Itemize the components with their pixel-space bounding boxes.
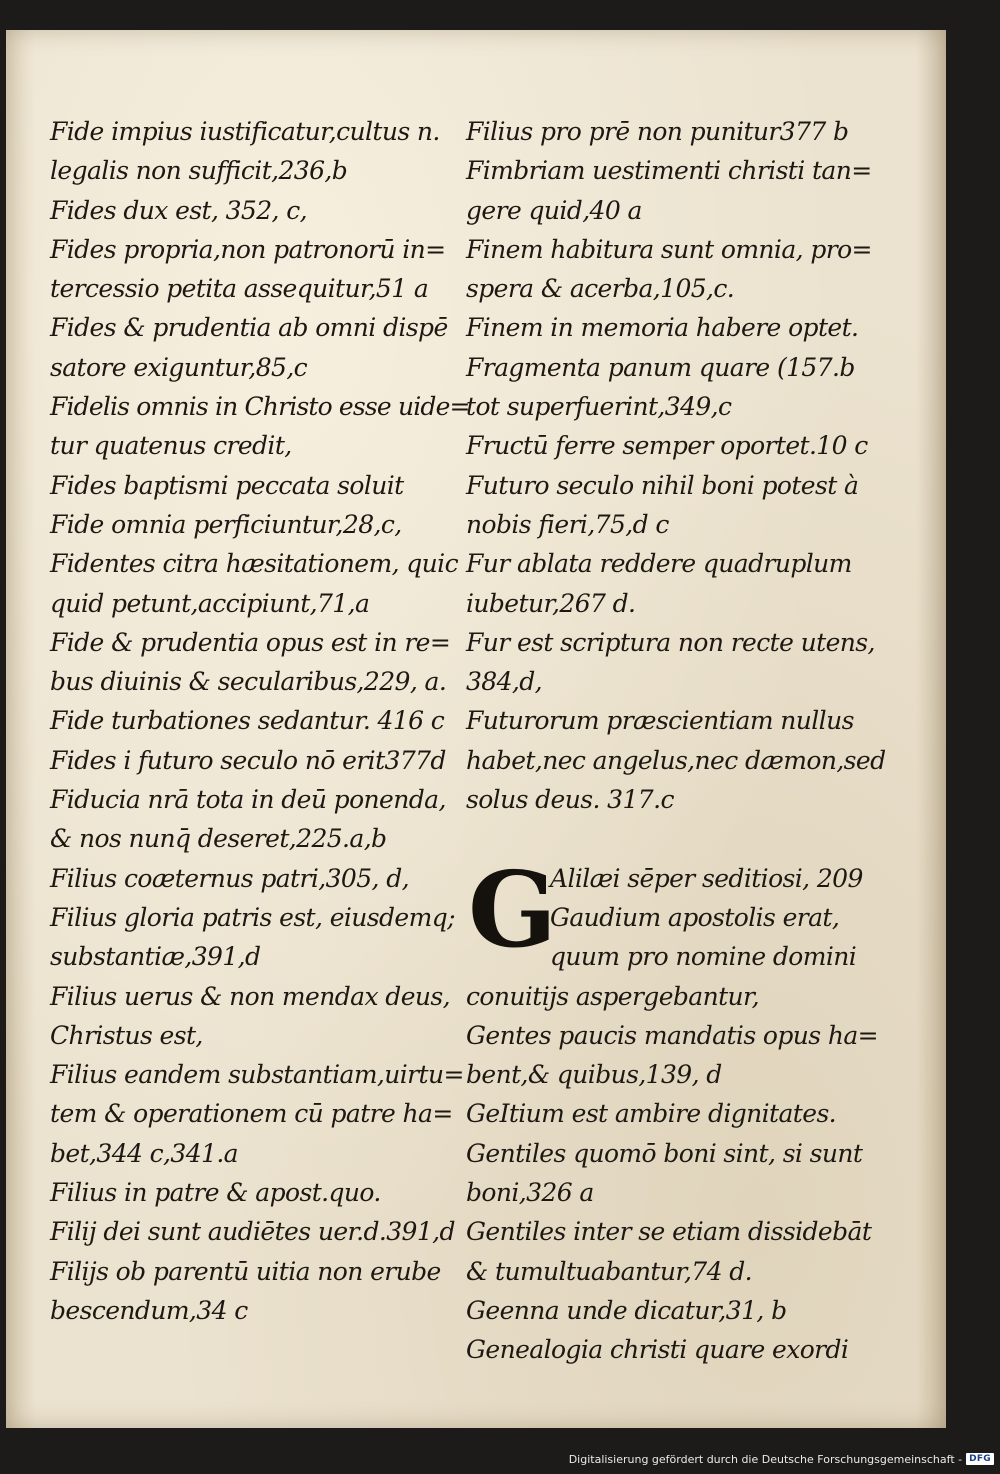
index-entry-line: Filius eandem substantiam,uirtu= (50, 1060, 464, 1090)
index-entry-line: Fides dux est, 352, c, (50, 195, 307, 225)
index-entry-line: GeItium est ambire dignitates. (466, 1099, 837, 1129)
index-entry-line: Gaudium apostolis erat, (550, 902, 840, 932)
index-entry-line: & tumultuabantur,74 d. (466, 1256, 753, 1286)
index-entry-line: Fide impius iustificatur,cultus n. (50, 117, 440, 146)
index-entry-line: Fidentes citra hæsitationem, quic (50, 549, 458, 579)
index-entry-line: bent,& quibus,139, d (466, 1060, 722, 1090)
index-entry-line: bus diuinis & secularibus,229, a. (50, 667, 447, 697)
index-entry-line: bescendum,34 c (50, 1295, 248, 1325)
index-entry-line: Futuro seculo nihil boni potest à (466, 470, 859, 500)
index-entry-line: tot superfuerint,349,c (466, 392, 732, 422)
index-entry-line: Christus est, (50, 1020, 203, 1050)
index-entry-line: Fur est scriptura non recte utens, (466, 627, 875, 657)
index-entry-line: Filij dei sunt audiētes uer.d.391,d (50, 1217, 455, 1247)
index-entry-line: Filijs ob parentū uitia non erube (50, 1256, 441, 1286)
index-entry-line: 384,d, (466, 667, 543, 697)
index-entry-line: legalis non sufficit,236,b (50, 156, 348, 186)
section-g (466, 847, 906, 977)
index-entry-line: boni,326 a (466, 1178, 594, 1208)
index-entry-line: Genealogia christi quare exordi (466, 1335, 849, 1365)
index-entry-line: Geenna unde dicatur,31, b (466, 1295, 787, 1325)
index-entry-line: Fimbriam uestimenti christi tan= (466, 156, 872, 186)
index-entry-line: Fides & prudentia ab omni dispē (50, 313, 448, 343)
index-entry-line: Fidelis omnis in Christo esse uide= (50, 392, 470, 422)
index-entry-line: tercessio petita assequitur,51 a (50, 274, 429, 304)
index-entry-line: spera & acerba,105,c. (466, 274, 735, 304)
digitization-credit (569, 1448, 994, 1470)
index-entry-line: solus deus. 317.c (466, 785, 674, 815)
index-entry-line: Filius uerus & non mendax deus, (50, 981, 450, 1011)
index-entry-line: Fides i futuro seculo nō erit377d (50, 745, 446, 775)
index-entry-line: Gentiles quomō boni sint, si sunt (466, 1138, 863, 1168)
index-entries-f (466, 112, 906, 819)
index-entry-line: iubetur,267 d. (466, 588, 636, 618)
index-column-left (50, 112, 470, 1330)
index-entry-line: gere quid,40 a (466, 195, 642, 225)
index-entries-g (466, 977, 906, 1370)
decorated-initial: G (468, 847, 557, 971)
index-entry-line: tem & operationem cū patre ha= (50, 1099, 453, 1129)
index-entry-line: nobis fieri,75,d c (466, 509, 669, 539)
index-entry-line: Fide omnia perficiuntur,28,c, (50, 509, 402, 539)
index-entry-line: Futurorum præscientiam nullus (466, 706, 854, 736)
index-entry-line: substantiæ,391,d (50, 942, 261, 972)
index-entry-line: quum pro nomine domini (550, 942, 857, 972)
index-entry-line: satore exiguntur,85,c (50, 352, 308, 382)
index-entry-line: bet,344 c,341.a (50, 1138, 238, 1168)
index-entry-line: & nos nunq̄ deseret,225.a,b (50, 824, 387, 854)
index-entry-line: Alilæi sēper seditiosi, 209 (550, 863, 863, 893)
index-entry-line: Fides baptismi peccata soluit (50, 470, 404, 500)
index-entry-line: habet,nec angelus,nec dæmon,sed (466, 745, 886, 775)
dfg-logo: DFG (966, 1453, 994, 1465)
index-entry-line: Gentes paucis mandatis opus ha= (466, 1020, 878, 1050)
index-entry-line: Gentiles inter se etiam dissidebāt (466, 1217, 872, 1247)
credit-text: Digitalisierung gefördert durch die Deutsche Forschungsgemeinschaft - (568, 1452, 963, 1466)
index-entry-line: quid petunt,accipiunt,71,a (50, 588, 370, 618)
index-column-right (466, 112, 906, 1370)
index-entry-line: Fide & prudentia opus est in re= (50, 627, 451, 657)
index-entry-line: Finem habitura sunt omnia, pro= (466, 234, 872, 264)
index-entry-line: Filius gloria patris est, eiusdemq; (50, 902, 455, 932)
index-entry-line: Fide turbationes sedantur. 416 c (50, 706, 445, 736)
index-entry-line: Finem in memoria habere optet. (466, 313, 859, 343)
book-page (6, 30, 946, 1428)
index-entry-line: Filius pro prē non punitur377 b (466, 117, 849, 146)
index-entry-line: Filius in patre & apost.quo. (50, 1178, 381, 1208)
index-entry-line: conuitijs aspergebantur, (466, 981, 760, 1011)
index-entry-line: tur quatenus credit, (50, 431, 292, 461)
index-entry-line: Fides propria,non patronorū in= (50, 234, 446, 264)
index-entry-line: Fructū ferre semper oportet.10 c (466, 431, 868, 461)
index-entry-line: Fiducia nrā tota in deū ponenda, (50, 785, 446, 815)
index-entry-line: Fur ablata reddere quadruplum (466, 549, 852, 579)
index-entry-line: Fragmenta panum quare (157.b (466, 352, 855, 382)
index-entry-line: Filius coæternus patri,305, d, (50, 863, 409, 893)
